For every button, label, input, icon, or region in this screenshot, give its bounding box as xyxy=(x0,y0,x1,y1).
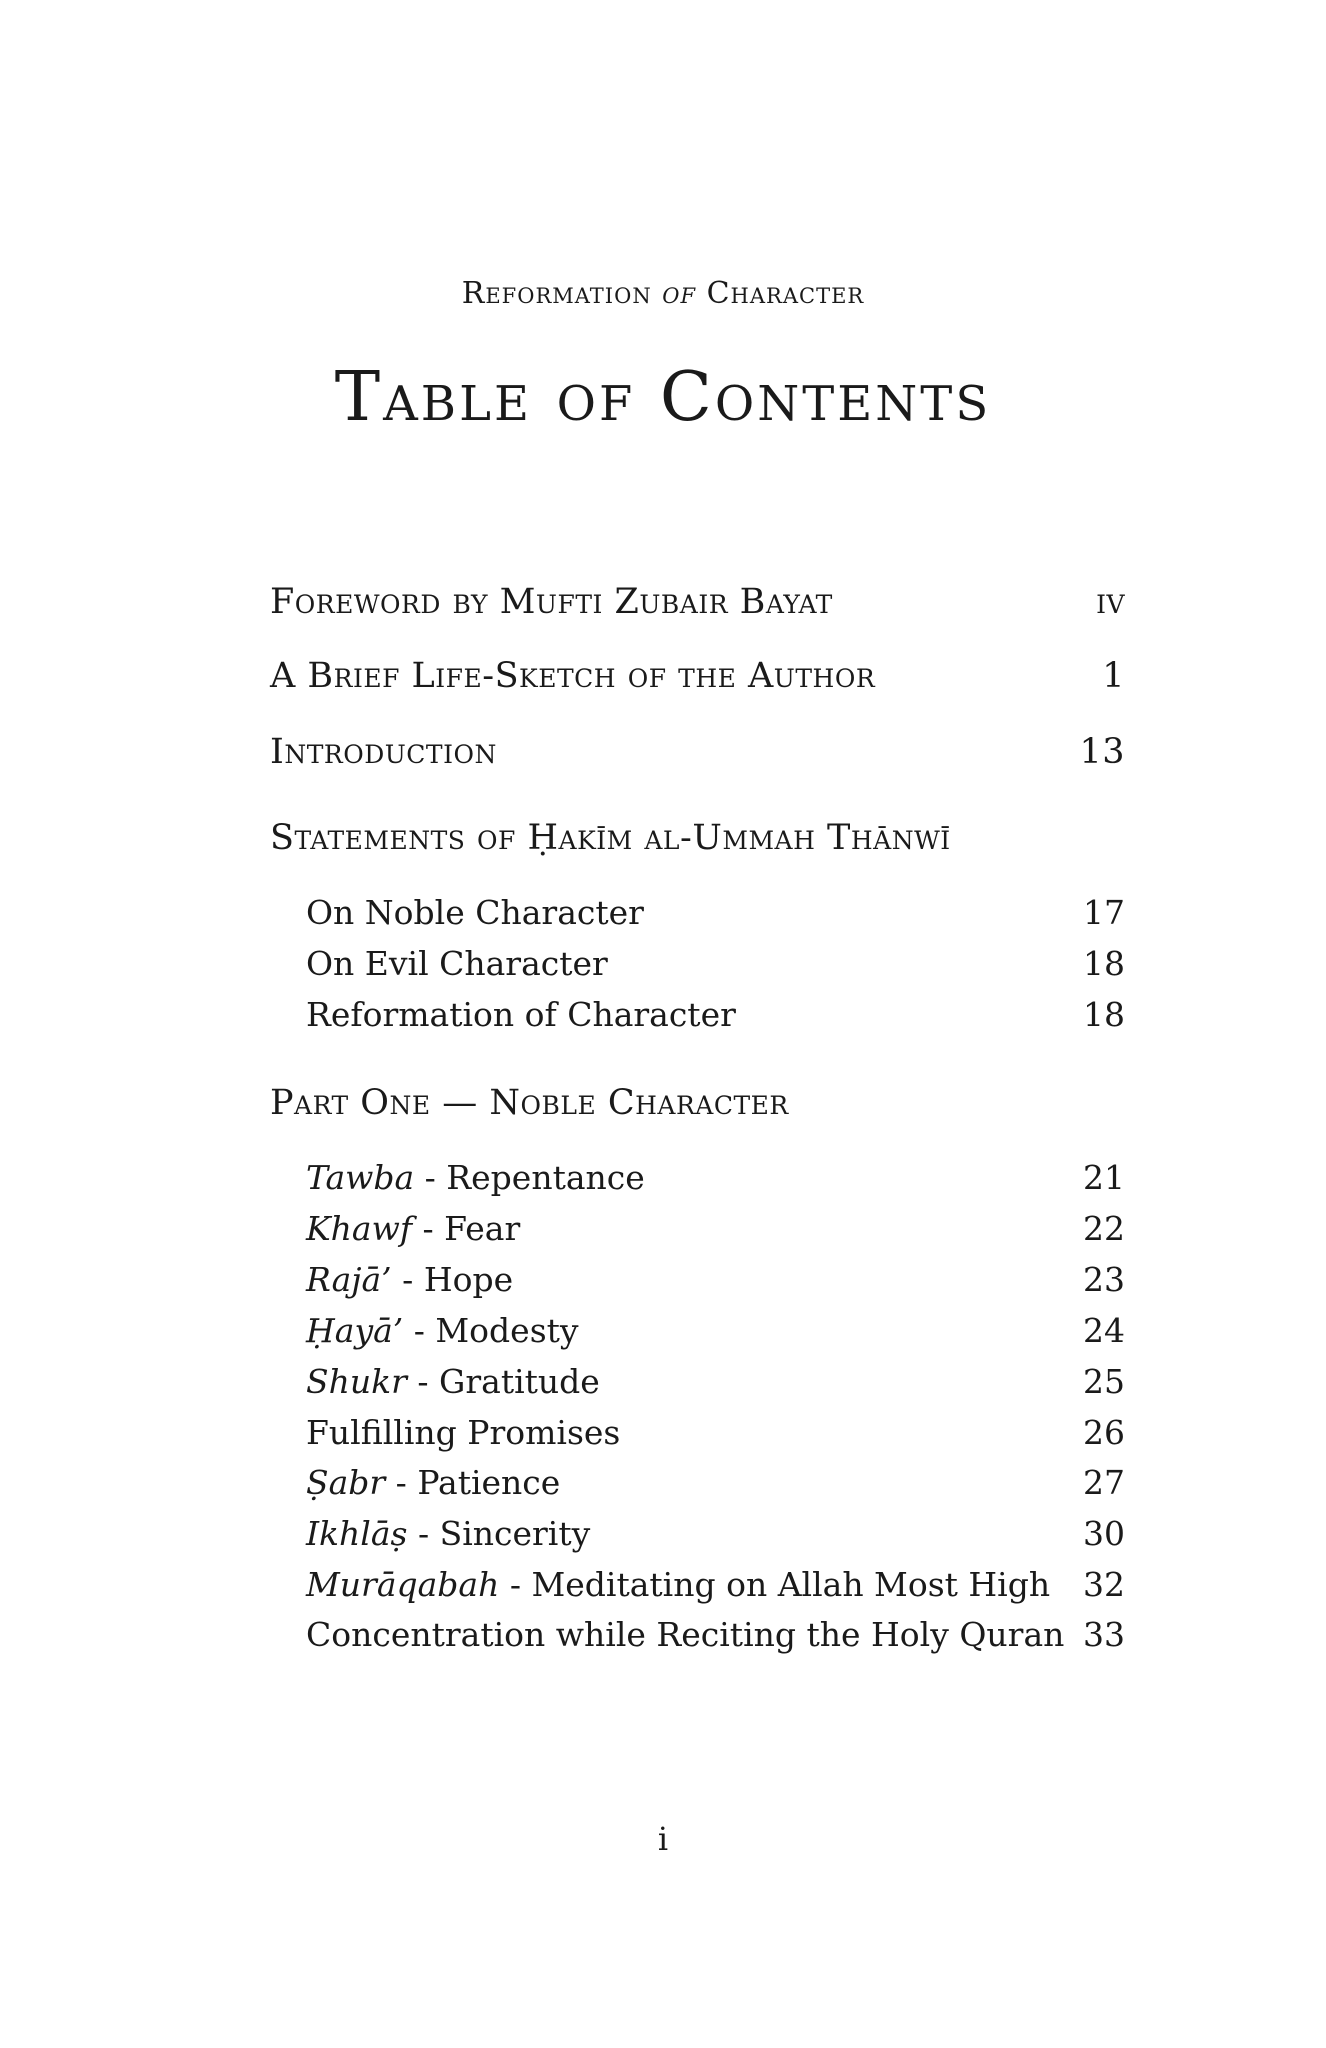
toc-term: Ṣabr xyxy=(306,1463,386,1502)
toc-subentry-page: 17 xyxy=(1083,893,1125,932)
toc-term: Rajā’ xyxy=(306,1260,392,1299)
toc-subentry-evil-character[interactable] xyxy=(306,944,1125,983)
toc-term-gloss: - Fear xyxy=(412,1209,521,1248)
toc-entry-title: Foreword by Mufti Zubair Bayat xyxy=(270,582,833,622)
toc-subentry-muraqabah[interactable] xyxy=(306,1565,1125,1604)
toc-subentry-tawba[interactable] xyxy=(306,1158,1125,1197)
toc-entry-title: A Brief Life-Sketch of the Author xyxy=(270,656,876,696)
toc-subentry-page: 26 xyxy=(1083,1413,1125,1452)
toc-term-gloss: - Patience xyxy=(385,1463,561,1502)
toc-subentry-ikhlas[interactable] xyxy=(306,1514,1125,1553)
toc-subentry-page: 25 xyxy=(1083,1362,1125,1401)
toc-term: Ḥayā’ xyxy=(306,1311,404,1350)
toc-subentry-page: 30 xyxy=(1083,1514,1125,1553)
toc-term-gloss: - Meditating on Allah Most High xyxy=(499,1565,1051,1604)
toc-subentry-promises[interactable] xyxy=(306,1413,1125,1452)
toc-term: Murāqabah xyxy=(306,1565,500,1604)
toc-term: Khawf xyxy=(306,1209,413,1248)
toc-term-gloss: Fulfilling Promises xyxy=(306,1413,621,1452)
toc-term: Tawba xyxy=(306,1158,415,1197)
toc-subentry-reformation[interactable] xyxy=(306,995,1125,1034)
page-title: Table of Contents xyxy=(334,358,992,437)
toc-subentry-title: Reformation of Character xyxy=(306,995,736,1034)
toc-subentry-title xyxy=(306,1565,1050,1604)
toc-subentry-sabr[interactable] xyxy=(306,1463,1125,1502)
toc-entry-foreword[interactable] xyxy=(270,582,1125,622)
toc-section-statements[interactable] xyxy=(270,818,1125,858)
toc-subentry-shukr[interactable] xyxy=(306,1362,1125,1401)
toc-entry-page: 13 xyxy=(1079,732,1125,772)
toc-entry-life-sketch[interactable] xyxy=(270,656,1125,696)
toc-subentry-page: 23 xyxy=(1083,1260,1125,1299)
toc-entry-title: Introduction xyxy=(270,732,497,772)
toc-subentry-page: 22 xyxy=(1083,1209,1125,1248)
running-head xyxy=(0,276,1326,311)
toc-subentry-title: On Evil Character xyxy=(306,944,608,983)
toc-subentry-page: 18 xyxy=(1083,995,1125,1034)
toc-section-title: Statements of Ḥakīm al-Ummah Thānwī xyxy=(270,818,951,858)
toc-subentry-title xyxy=(306,1209,520,1248)
toc-subentry-page: 21 xyxy=(1083,1158,1125,1197)
toc-subentry-title: On Noble Character xyxy=(306,893,644,932)
toc-subentry-page: 32 xyxy=(1083,1565,1125,1604)
running-head-right: Character xyxy=(706,276,865,311)
toc-subentry-title xyxy=(306,1260,513,1299)
toc-term-gloss: - Hope xyxy=(391,1260,514,1299)
running-head-of: of xyxy=(662,276,697,311)
toc-term-gloss: - Modesty xyxy=(403,1311,579,1350)
toc-section-title: Part One — Noble Character xyxy=(270,1083,789,1123)
running-head-left: Reformation xyxy=(461,276,652,311)
toc-subentry-title xyxy=(306,1158,645,1197)
toc-entry-page: 1 xyxy=(1102,656,1125,696)
toc-subentry-title xyxy=(306,1311,579,1350)
page-number: i xyxy=(657,1820,669,1858)
toc-term-gloss: Concentration while Reciting the Holy Quran xyxy=(306,1615,1065,1654)
toc-term-gloss: - Repentance xyxy=(414,1158,645,1197)
toc-subentry-raja[interactable] xyxy=(306,1260,1125,1299)
toc-subentry-title xyxy=(306,1463,560,1502)
toc-entry-introduction[interactable] xyxy=(270,732,1125,772)
toc-subentry-page: 27 xyxy=(1083,1463,1125,1502)
toc-subentry-title xyxy=(306,1514,590,1553)
toc-subentry-khawf[interactable] xyxy=(306,1209,1125,1248)
toc-term: Shukr xyxy=(306,1362,407,1401)
toc-entry-page: iv xyxy=(1096,582,1125,622)
toc-term-gloss: - Gratitude xyxy=(406,1362,600,1401)
toc-subentry-haya[interactable] xyxy=(306,1311,1125,1350)
toc-subentry-concentration[interactable] xyxy=(306,1615,1125,1654)
toc-subentry-title xyxy=(306,1362,600,1401)
toc-subentry-title xyxy=(306,1413,620,1452)
toc-subentry-noble-character[interactable] xyxy=(306,893,1125,932)
toc-term: Ikhlāṣ xyxy=(306,1514,408,1553)
toc-subentry-page: 24 xyxy=(1083,1311,1125,1350)
toc-subentry-title xyxy=(306,1615,1064,1654)
toc-section-part-one[interactable] xyxy=(270,1083,1125,1123)
toc-term-gloss: - Sincerity xyxy=(407,1514,591,1553)
toc-subentry-page: 33 xyxy=(1083,1615,1125,1654)
toc-subentry-page: 18 xyxy=(1083,944,1125,983)
